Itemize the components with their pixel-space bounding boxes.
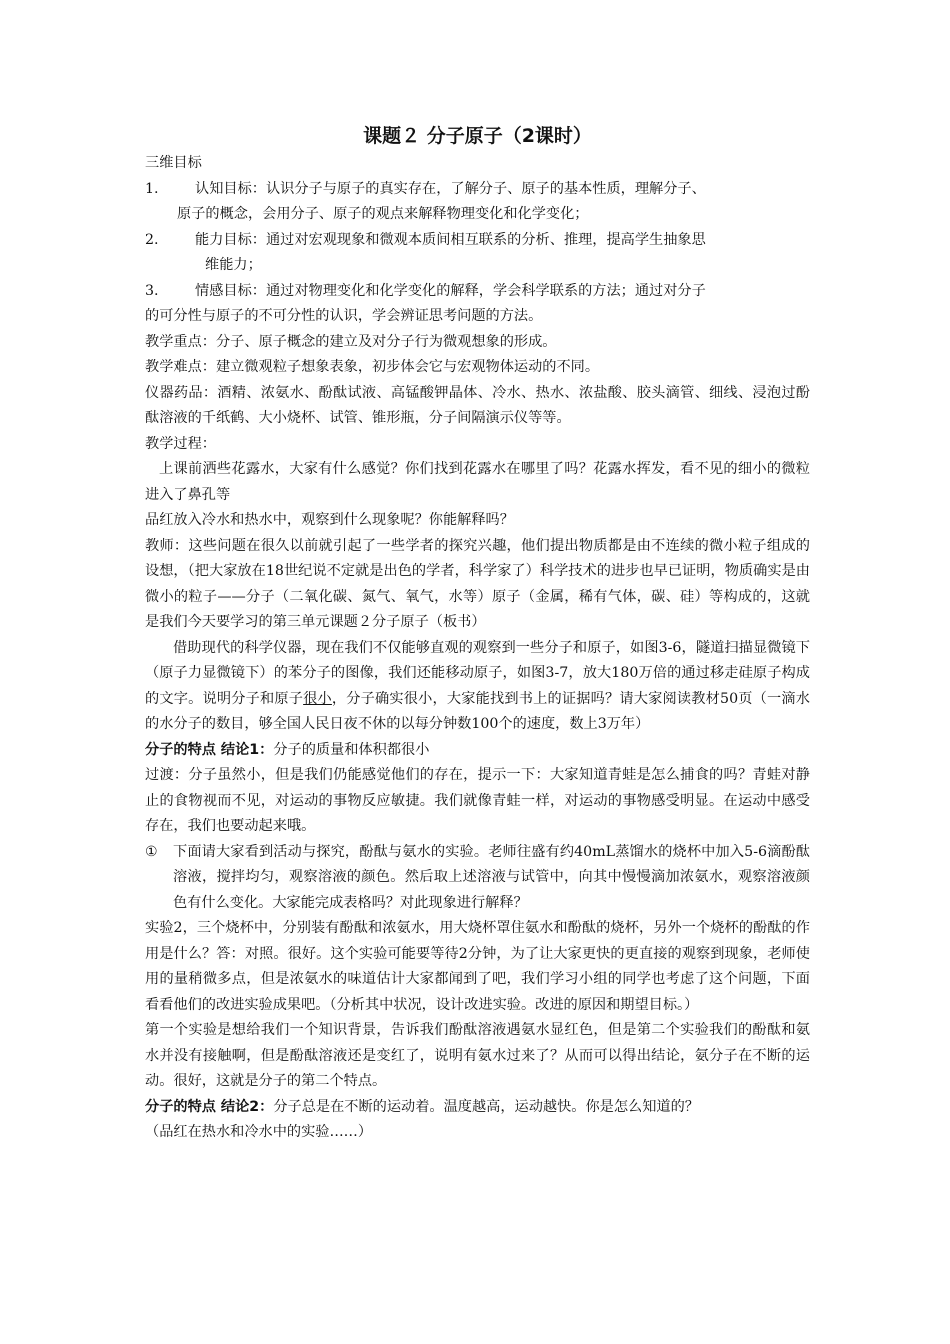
paragraph-transition: 过渡：分子虽然小，但是我们仍能感觉他们的存在，提示一下：大家知道青蛙是怎么捕食的吗？青蛙对静止的食物视而不见，对运动的事物反应敏捷。我们就像青蛙一样，对运动的事物感受明显。在运动中感受存在，我们也要动起来哦。 bbox=[145, 767, 810, 834]
item-text: 下面请大家看到活动与探究，酚酞与氨水的实验。老师往盛有约40mL蒸馏水的烧杯中加入5-6滴酚酞溶液，搅拌均匀，观察溶液的颜色。然后取上述溶液与试管中，向其中慢慢滴加浓氨水，观察溶液颜色有什么变化。大家能完成表格吗？对此现象进行解释？ bbox=[173, 843, 810, 911]
goal-text-cont: 原子的概念，会用分子、原子的观点来解释物理变化和化学变化； bbox=[177, 206, 589, 222]
goal-item-3 bbox=[145, 279, 810, 305]
goal-text-cont: 的可分性与原子的不可分性的认识，学会辨证思考问题的方法。 bbox=[145, 308, 543, 324]
key-point: 教学重点：分子、原子概念的建立及对分子行为微观想象的形成。 bbox=[145, 333, 557, 350]
feature-text: 分子总是在不断的运动着。温度越高，运动越快。你是怎么知道的？ bbox=[273, 1098, 699, 1115]
goal-item-1 bbox=[145, 177, 810, 203]
goal-text: 认知目标：认识分子与原子的真实存在，了解分子、原子的基本性质，理解分子、 bbox=[195, 180, 706, 197]
paragraph-conclusion: 第一个实验是想给我们一个知识背景，告诉我们酚酞溶液遇氨水显红色，但是第二个实验我们的酚酞和氨水并没有接触啊，但是酚酞溶液还是变红了，说明有氨水过来了？从而可以得出结论，氨分子在不断的运动。很好，这就是分子的第二个特点。 bbox=[145, 1022, 810, 1089]
goal-text: 能力目标：通过对宏观现象和微观本质间相互联系的分析、推理，提高学生抽象思 bbox=[195, 231, 706, 248]
feature-2 bbox=[145, 1095, 810, 1121]
goal-text-cont: 维能力； bbox=[205, 257, 262, 273]
paragraph-teacher: 教师：这些问题在很久以前就引起了一些学者的探究兴趣，他们提出物质都是由不连续的微小粒子组成的设想，（把大家放在18世纪说不定就是出色的学者，科学家了）科学技术的进步也早已证明，物质确实是由微小的粒子——分子（二氧化碳、氮气、氧气，水等）原子（金属，稀有气体，碳、硅）等构成的，这就是我们今天要学习的第三单元课题２分子原子（板书） bbox=[145, 537, 810, 630]
feature-2-tail: （品红在热水和冷水中的实验……） bbox=[145, 1124, 373, 1140]
document-body bbox=[145, 151, 810, 1146]
text-run: ，分子确实很小，大家能找到书上的证据吗？请大家阅读教材50页（一滴水的水分子的数目，够全国人民日夜不休的以每分钟数100个的速度，数上3万年） bbox=[145, 690, 810, 732]
feature-label: 分子的特点 结论1： bbox=[145, 741, 274, 758]
paragraph-instruments bbox=[145, 636, 810, 738]
goal-number: 3. bbox=[145, 282, 159, 299]
paragraph-experiment-2: 实验2，三个烧杯中，分别装有酚酞和浓氨水，用大烧杯罩住氨水和酚酞的烧杯，另外一个烧杯的酚酞的作用是什么？答：对照。很好。这个实验可能要等待2分钟，为了让大家更快的更直接的观察到现象，老师使用的量稍微多点，但是浓氨水的味道估计大家都闻到了吧，我们学习小组的同学也考虑了这个问题，下面看看他们的改进实验成果吧。（分析其中状况，设计改进实验。改进的原因和期望目标。） bbox=[145, 920, 810, 1013]
document-title: 课题２ 分子原子（2课时） bbox=[363, 125, 592, 147]
paragraph-intro: 上课前洒些花露水，大家有什么感觉？你们找到花露水在哪里了吗？花露水挥发，看不见的细小的微粒进入了鼻孔等 bbox=[145, 461, 810, 503]
feature-text: 分子的质量和体积都很小 bbox=[273, 741, 430, 758]
experiment-item-1 bbox=[145, 840, 810, 917]
underlined-text: 很小 bbox=[303, 690, 332, 707]
paragraph-pinhong: 品红放入冷水和热水中，观察到什么现象呢？你能解释吗？ bbox=[145, 512, 514, 528]
item-number: ① bbox=[145, 843, 158, 860]
goal-number: 1. bbox=[145, 180, 159, 197]
goal-number: 2. bbox=[145, 231, 159, 248]
goal-text: 情感目标：通过对物理变化和化学变化的解释，学会科学联系的方法；通过对分子 bbox=[195, 282, 706, 299]
feature-1 bbox=[145, 738, 810, 764]
text-run: 借助现代的科学仪器，现在我们不仅能够直观的观察到一些分子和原子，如图3-6，隧道扫描显微镜下（原子力显微镜下）的苯分子的图像，我们还能移动原子，如图3-7，放大180万倍的通过移走硅原子构成的文字。说明分子和原子 bbox=[145, 639, 810, 707]
difficulty: 教学难点：建立微观粒子想象表象，初步体会它与宏观物体运动的不同。 bbox=[145, 359, 600, 375]
feature-label: 分子的特点 结论2： bbox=[145, 1098, 274, 1115]
goal-item-2 bbox=[145, 228, 810, 254]
materials: 仪器药品：酒精、浓氨水、酚酞试液、高锰酸钾晶体、冷水、热水、浓盐酸、胶头滴管、细线、浸泡过酚酞溶液的千纸鹤、大小烧杯、试管、锥形瓶，分子间隔演示仪等等。 bbox=[145, 384, 810, 426]
goals-heading: 三维目标 bbox=[145, 155, 202, 171]
process-heading: 教学过程： bbox=[145, 435, 216, 452]
